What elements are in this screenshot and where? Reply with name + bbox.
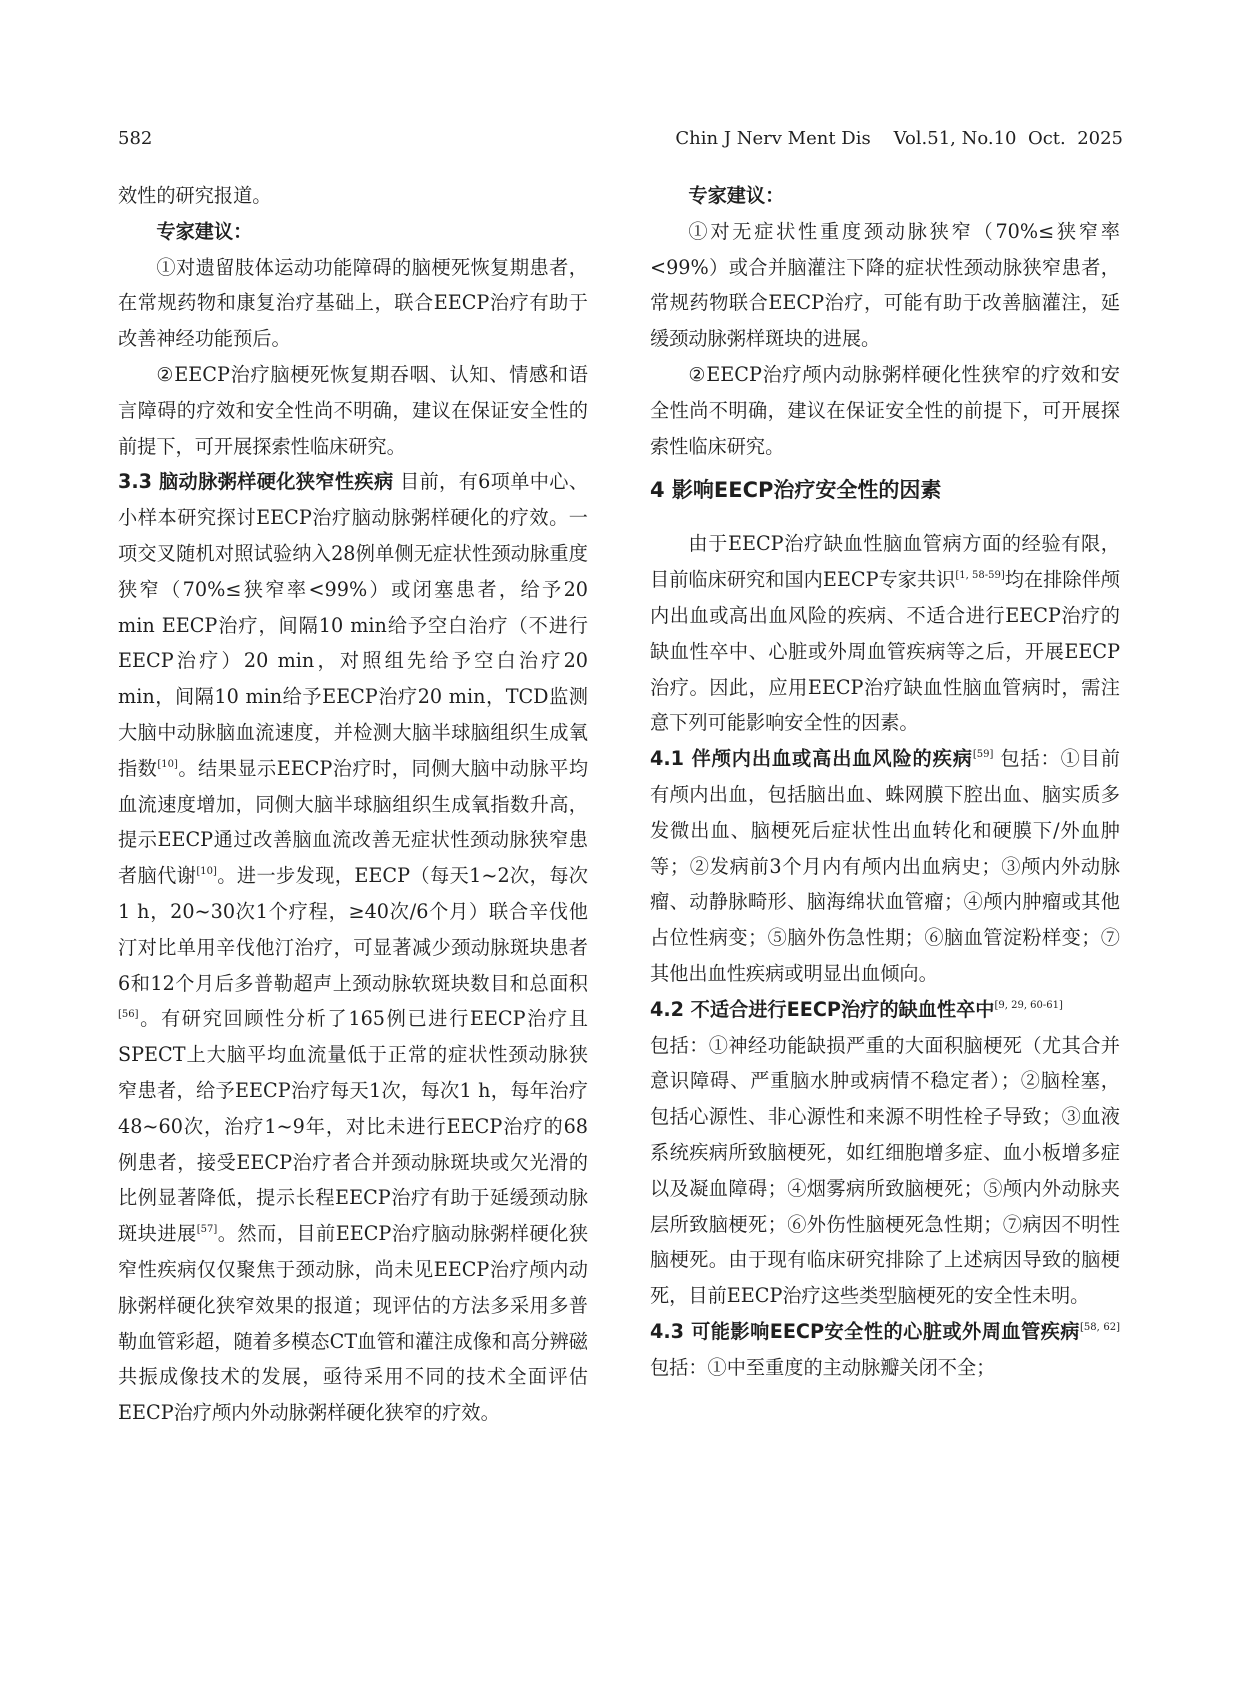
section-3-3-text: 目前，有6项单中心、小样本研究探讨EECP治疗脑动脉粥样硬化的疗效。一项交叉随机对照试验纳入28例单侧无症状性颈动脉重度狭窄（70%≤狭窄率<99%）或闭塞患者，给予20 min EECP治疗，间隔10 min给予空白治疗（不进行EECP治疗）20 min，对照组先给予空白治疗20 min，间隔10 min给予EECP治疗20 min，TCD监测大脑中动脉脑血流速度，并检测大脑半球脑组织生成氧指数 bbox=[118, 470, 589, 780]
recommendation-1: ①对无症状性重度颈动脉狭窄（70%≤狭窄率<99%）或合并脑灌注下降的症状性颈动脉狭窄患者，常规药物联合EECP治疗，可能有助于改善脑灌注，延缓颈动脉粥样斑块的进展。 bbox=[650, 219, 1120, 351]
section-4-3-text: 包括：①中至重度的主动脉瓣关闭不全； bbox=[650, 1355, 996, 1379]
section-3-3-text: 。然而，目前EECP治疗脑动脉粥样硬化狭窄性疾病仅仅聚焦于颈动脉，尚未见EECP治疗颅内动脉粥样硬化狭窄效果的报道；现评估的方法多采用多普勒血管彩超，随着多模态CT血管和灌注成像和高分辨磁共振成像技术的发展，亟待采用不同的技术全面评估EECP治疗颅内外动脉粥样硬化狭窄的疗效。 bbox=[118, 1222, 589, 1425]
section-4-text: 由于EECP治疗缺血性脑血管病方面的经验有限，目前临床研究和国内EECP专家共识 bbox=[650, 532, 1120, 592]
section-4-1-text: 包括：①目前有颅内出血，包括脑出血、蛛网膜下腔出血、脑实质多发微出血、脑梗死后症状性出血转化和硬膜下/外血肿等；②发病前3个月内有颅内出血病史；③颅内外动脉瘤、动静脉畸形、脑海绵状血管瘤；④颅内肿瘤或其他占位性病变；⑤脑外伤急性期；⑥脑血管淀粉样变；⑦其他出血性疾病或明显出血倾向。 bbox=[650, 747, 1120, 985]
citation-ref: [58, 62] bbox=[1079, 1321, 1121, 1333]
section-4-3-title: 4.3 可能影响EECP安全性的心脏或外周血管疾病 bbox=[650, 1319, 1080, 1343]
section-3-3-text: 。进一步发现，EECP（每天1~2次，每次1 h，20~30次1个疗程，≥40次/6个月）联合辛伐他汀对比单用辛伐他汀治疗，可显著减少颈动脉斑块患者6和12个月后多普勒超声上颈动脉软斑块数目和总面积 bbox=[118, 864, 588, 995]
section-4-title: 4 影响EECP治疗安全性的因素 bbox=[650, 478, 942, 503]
section-4-3 bbox=[650, 1314, 1120, 1386]
expert-recommendation-label: 专家建议： bbox=[156, 219, 253, 243]
section-4-intro bbox=[650, 526, 1120, 741]
section-3-3-text: 。结果显示EECP治疗时，同侧大脑中动脉平均血流速度增加，同侧大脑半球脑组织生成氧指数升高，提示EECP通过改善脑血流改善无症状性颈动脉狭窄患者脑代谢 bbox=[118, 756, 589, 888]
right-column bbox=[650, 178, 1120, 1386]
section-3-3-title: 3.3 脑动脉粥样硬化狭窄性疾病 bbox=[118, 470, 394, 494]
recommendation-2: ②EECP治疗颅内动脉粥样硬化性狭窄的疗效和安全性尚不明确，建议在保证安全性的前提下，可开展探索性临床研究。 bbox=[650, 362, 1120, 458]
section-4-2 bbox=[650, 992, 1120, 1314]
citation-ref: [10] bbox=[196, 866, 217, 878]
paragraph-continuation: 效性的研究报道。 bbox=[118, 184, 272, 207]
section-3-3-text: 。有研究回顾性分析了165例已进行EECP治疗且SPECT上大脑平均血流量低于正常的症状性颈动脉狭窄患者，给予EECP治疗每天1次，每次1 h，每年治疗48~60次，治疗1~9年，对比未进行EECP治疗的68例患者，接受EECP治疗者合并颈动脉斑块或欠光滑的比例显著降低，提示长程EECP治疗有助于延缓颈动脉斑块进展 bbox=[118, 1007, 588, 1246]
citation-ref: [1, 58-59] bbox=[955, 570, 1005, 582]
page-number: 582 bbox=[118, 128, 153, 149]
section-4-1-title: 4.1 伴颅内出血或高出血风险的疾病 bbox=[650, 747, 973, 771]
left-column bbox=[118, 178, 588, 1431]
journal-citation: Chin J Nerv Ment Dis Vol.51, No.10 Oct. 2025 bbox=[675, 128, 1123, 149]
citation-ref: [9, 29, 60-61] bbox=[994, 999, 1063, 1011]
expert-recommendation-label: 专家建议： bbox=[688, 184, 785, 207]
citation-ref: [56] bbox=[118, 1009, 139, 1021]
section-4-text: 均在排除伴颅内出血或高出血风险的疾病、不适合进行EECP治疗的缺血性卒中、心脏或外周血管疾病等之后，开展EECP治疗。因此，应用EECP治疗缺血性脑血管病时，需注意下列可能影响安全性的因素。 bbox=[650, 568, 1120, 735]
citation-ref: [57] bbox=[196, 1224, 218, 1236]
citation-ref: [59] bbox=[972, 749, 994, 761]
section-4-2-text: 包括：①神经功能缺损严重的大面积脑梗死（尤其合并意识障碍、严重脑水肿或病情不稳定者）；②脑栓塞，包括心源性、非心源性和来源不明性栓子导致；③血液系统疾病所致脑梗死，如红细胞增多症、血小板增多症以及凝血障碍；④烟雾病所致脑梗死；⑤颅内外动脉夹层所致脑梗死；⑥外伤性脑梗死急性期；⑦病因不明性脑梗死。由于现有临床研究排除了上述病因导致的脑梗死，目前EECP治疗这些类型脑梗死的安全性未明。 bbox=[650, 1033, 1120, 1308]
section-4-1 bbox=[650, 741, 1120, 992]
recommendation-1: ①对遗留肢体运动功能障碍的脑梗死恢复期患者，在常规药物和康复治疗基础上，联合EECP治疗有助于改善神经功能预后。 bbox=[118, 255, 588, 351]
section-3-3 bbox=[118, 464, 588, 1431]
recommendation-2: ②EECP治疗脑梗死恢复期吞咽、认知、情感和语言障碍的疗效和安全性尚不明确，建议在保证安全性的前提下，可开展探索性临床研究。 bbox=[118, 362, 588, 458]
citation-ref: [10] bbox=[157, 758, 178, 770]
section-4-2-title: 4.2 不适合进行EECP治疗的缺血性卒中 bbox=[650, 997, 995, 1021]
